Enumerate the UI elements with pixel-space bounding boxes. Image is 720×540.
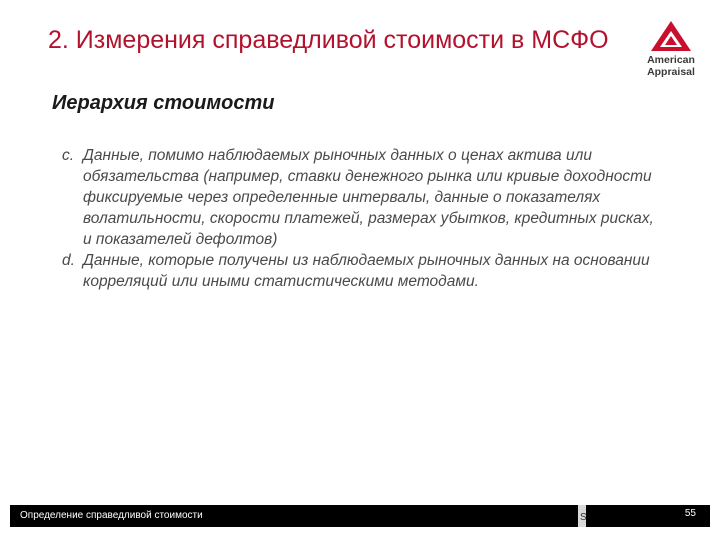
list-item-c (62, 145, 658, 250)
list-item-text: Данные, которые получены из наблюдаемых рыночных данных на основании корреляций или иными статистическими методами. (83, 252, 650, 290)
list-item-d (62, 250, 658, 292)
list-marker: c. (62, 147, 75, 164)
triangle-logo-icon (650, 20, 692, 52)
logo-text-line2: Appraisal (647, 66, 695, 78)
american-appraisal-logo (636, 20, 706, 82)
slide-title: 2. Измерения справедливой стоимости в МСФО (48, 26, 609, 54)
footer-title: Определение справедливой стоимости (20, 510, 203, 521)
list-marker: d. (62, 252, 75, 269)
page-number: 55 (684, 508, 696, 519)
footer-bar (10, 505, 710, 527)
logo-text-line1: American (647, 54, 695, 66)
list-item-text: Данные, помимо наблюдаемых рыночных данных о ценах актива или обязательства (например, ставки денежного рынка или кривые доходности фиксируемые через определенные интервалы, данные о показателях волатильности, скорости платежей, размерах убытков, кредитных рисках, и показателей дефолтов) (83, 147, 654, 248)
slide-subtitle: Иерархия стоимости (52, 92, 275, 114)
footer-fragment: S (580, 512, 587, 523)
content-list (62, 145, 658, 292)
